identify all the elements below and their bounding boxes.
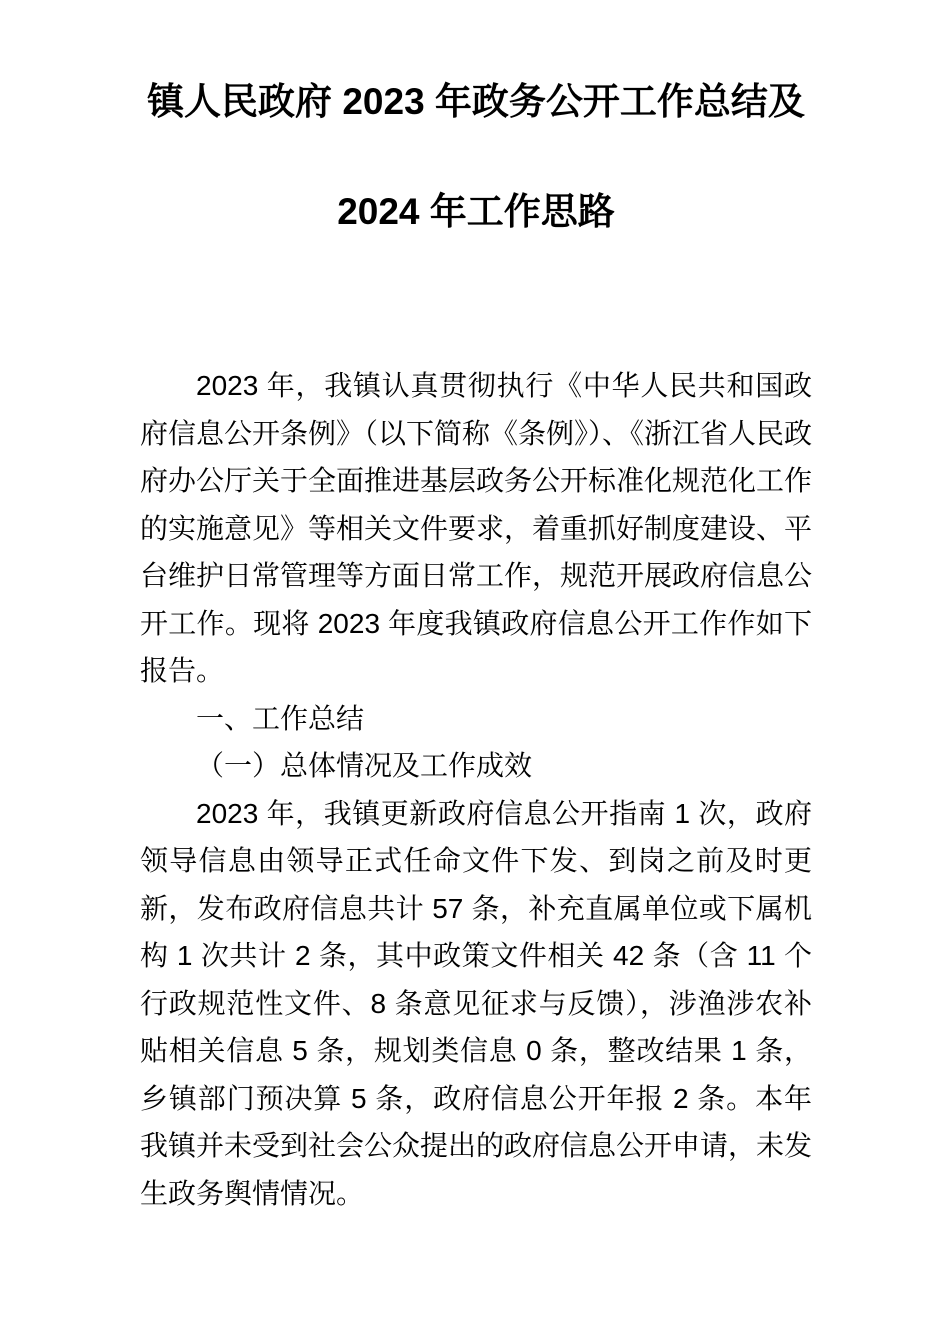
title-top-spacer [140, 0, 812, 47]
page-title-line-2: 2024 年工作思路 [337, 191, 615, 232]
section-heading-work-summary: 一、工作总结 [196, 702, 365, 734]
statistics-paragraph: 2023 年，我镇更新政府信息公开指南 1 次，政府领导信息由领导正式任命文件下发、到岗之前及时更新，发布政府信息共计 57 条，补充直属单位或下属机构 1 次共计 2 条，其中政策文件相关 42 条（含 11 个行政规范性文件、8 条意见征求与反馈），涉渔涉农补贴相关信息 5 条，规划类信息 0 条，整改结果 1 条，乡镇部门预决算 5 条，政府信息公开年报 2 条。本年我镇并未受到社会公众提出的政府信息公开申请，未发生政务舆情情况。 [140, 797, 813, 1209]
subsection-heading-overall-situation: （一）总体情况及工作成效 [196, 750, 533, 781]
title-body-gap [140, 267, 812, 362]
page-title-line-1: 镇人民政府 2023 年政务公开工作总结及 [147, 81, 805, 122]
document-content [140, 0, 812, 1217]
page-title [140, 47, 812, 267]
intro-paragraph: 2023 年，我镇认真贯彻执行《中华人民共和国政府信息公开条例》（以下简称《条例》）、《浙江省人民政府办公厅关于全面推进基层政务公开标准化规范化工作的实施意见》等相关文件要求，着重抓好制度建设、平台维护日常管理等方面日常工作，规范开展政府信息公开工作。现将 2023 年度我镇政府信息公开工作作如下报告。 [140, 370, 813, 686]
